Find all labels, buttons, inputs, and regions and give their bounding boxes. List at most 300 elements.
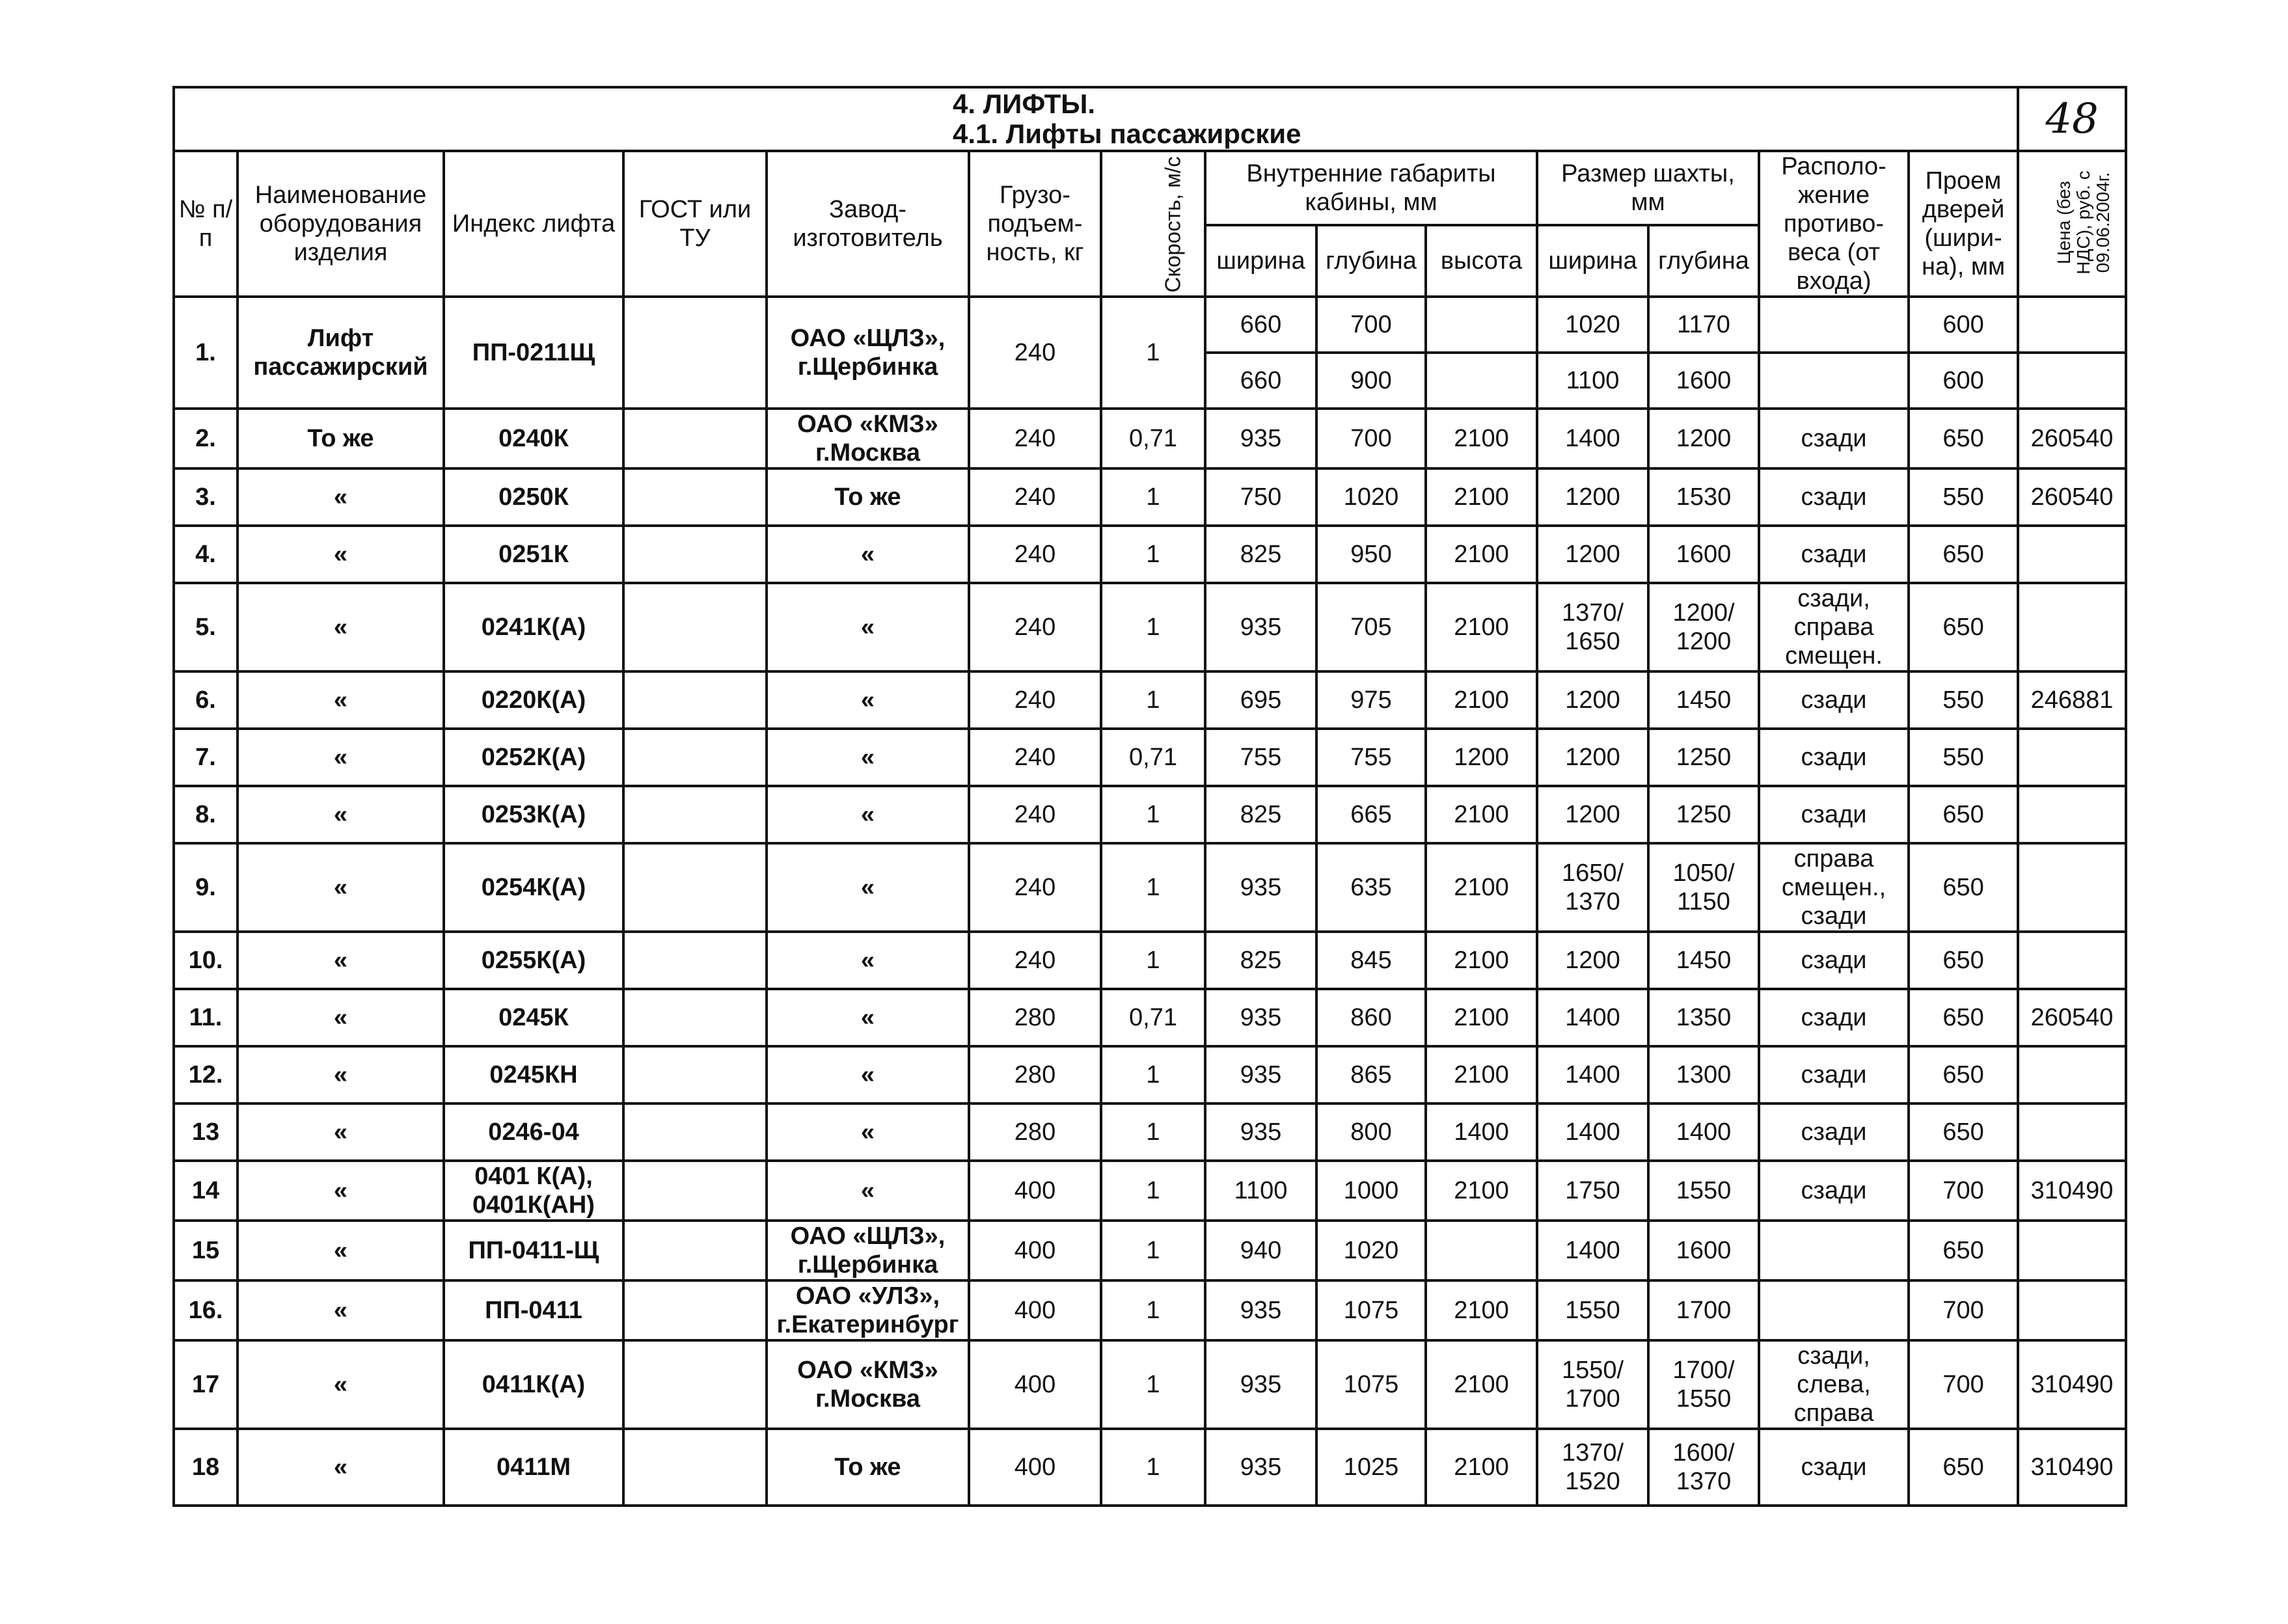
cell-capacity: 400 (969, 1340, 1101, 1429)
header-num: № п/п (174, 151, 238, 297)
cell-cabin-height: 2100 (1426, 1280, 1537, 1340)
cell-cabin-depth: 1025 (1316, 1429, 1426, 1506)
cell-price: 246881 (2018, 671, 2126, 729)
cell-counterweight: сзади (1759, 1161, 1909, 1221)
cell-cabin-width: 935 (1205, 1429, 1316, 1506)
cell-capacity: 240 (969, 932, 1101, 989)
cell-shaft-width: 1400 (1537, 409, 1648, 468)
cell-shaft-depth: 1200 (1648, 409, 1759, 468)
cell-index: 0411К(А) (444, 1340, 623, 1429)
table-row (174, 1103, 2126, 1161)
cell-shaft-depth: 1600 (1648, 526, 1759, 583)
cell-price: 310490 (2018, 1340, 2126, 1429)
cell-cabin-width: 935 (1205, 409, 1316, 468)
cell-capacity: 280 (969, 1046, 1101, 1103)
cell-cabin-depth: 1075 (1316, 1340, 1426, 1429)
cell-index: 0246-04 (444, 1103, 623, 1161)
cell-counterweight: сзади (1759, 526, 1909, 583)
cell-door: 650 (1909, 1103, 2018, 1161)
cell-cabin-width: 755 (1205, 729, 1316, 786)
cell-door: 650 (1909, 409, 2018, 468)
cell-price (2018, 729, 2126, 786)
cell-shaft-width: 1200 (1537, 932, 1648, 989)
cell-door: 650 (1909, 1221, 2018, 1280)
cell-maker: « (767, 583, 969, 671)
cell-door: 700 (1909, 1340, 2018, 1429)
cell-door: 650 (1909, 843, 2018, 932)
cell-num: 6. (174, 671, 238, 729)
cell-maker: ОАО «КМЗ» г.Москва (767, 409, 969, 468)
cell-door: 550 (1909, 468, 2018, 526)
cell-capacity: 400 (969, 1161, 1101, 1221)
cell-price (2018, 1280, 2126, 1340)
cell-speed: 1 (1101, 1161, 1205, 1221)
cell-counterweight (1759, 353, 1909, 409)
cell-counterweight: справа смещен., сзади (1759, 843, 1909, 932)
cell-name: « (238, 583, 444, 671)
header-cabin-depth: глубина (1316, 225, 1426, 297)
cell-shaft-width: 1200 (1537, 786, 1648, 843)
cell-maker: « (767, 1046, 969, 1103)
cell-cabin-height: 2100 (1426, 1429, 1537, 1506)
cell-index: 0253К(А) (444, 786, 623, 843)
cell-counterweight: сзади (1759, 786, 1909, 843)
cell-cabin-depth: 865 (1316, 1046, 1426, 1103)
cell-counterweight (1759, 1280, 1909, 1340)
cell-cabin-width: 825 (1205, 786, 1316, 843)
header-speed-label: Скорость, м/с (1160, 156, 1185, 293)
cell-gost (623, 526, 767, 583)
table-row (174, 468, 2126, 526)
lifts-table (172, 86, 2127, 1507)
cell-num: 14 (174, 1161, 238, 1221)
cell-num: 12. (174, 1046, 238, 1103)
cell-capacity: 240 (969, 468, 1101, 526)
cell-cabin-height: 2100 (1426, 1340, 1537, 1429)
cell-cabin-width: 935 (1205, 583, 1316, 671)
cell-maker: « (767, 786, 969, 843)
cell-name: « (238, 468, 444, 526)
cell-gost (623, 932, 767, 989)
cell-speed: 1 (1101, 932, 1205, 989)
cell-counterweight: сзади (1759, 932, 1909, 989)
table-row (174, 526, 2126, 583)
cell-gost (623, 1103, 767, 1161)
cell-door: 600 (1909, 353, 2018, 409)
cell-price (2018, 1221, 2126, 1280)
cell-counterweight: сзади, справа смещен. (1759, 583, 1909, 671)
cell-name: « (238, 786, 444, 843)
cell-maker: « (767, 932, 969, 989)
cell-name: « (238, 671, 444, 729)
cell-cabin-width: 1100 (1205, 1161, 1316, 1221)
cell-speed: 0,71 (1101, 409, 1205, 468)
header-cabin: Внутренние габариты кабины, мм (1205, 151, 1537, 225)
cell-price (2018, 1103, 2126, 1161)
cell-shaft-width: 1400 (1537, 989, 1648, 1046)
cell-capacity: 400 (969, 1221, 1101, 1280)
header-capacity: Грузо-подъем-ность, кг (969, 151, 1101, 297)
cell-index: 0245К (444, 989, 623, 1046)
table-row (174, 583, 2126, 671)
cell-cabin-width: 935 (1205, 989, 1316, 1046)
cell-door: 550 (1909, 729, 2018, 786)
header-cabin-height: высота (1426, 225, 1537, 297)
cell-price (2018, 932, 2126, 989)
header-shaft-depth: глубина (1648, 225, 1759, 297)
cell-shaft-width: 1370/ 1650 (1537, 583, 1648, 671)
cell-door: 650 (1909, 526, 2018, 583)
table-row (174, 671, 2126, 729)
cell-maker: « (767, 989, 969, 1046)
cell-num: 9. (174, 843, 238, 932)
cell-cabin-height: 2100 (1426, 989, 1537, 1046)
cell-shaft-width: 1020 (1537, 297, 1648, 353)
cell-num: 2. (174, 409, 238, 468)
cell-gost (623, 297, 767, 409)
cell-num: 8. (174, 786, 238, 843)
cell-maker: То же (767, 468, 969, 526)
cell-door: 700 (1909, 1161, 2018, 1221)
cell-capacity: 240 (969, 786, 1101, 843)
cell-name: « (238, 989, 444, 1046)
cell-num: 11. (174, 989, 238, 1046)
cell-cabin-height: 2100 (1426, 1046, 1537, 1103)
cell-cabin-width: 935 (1205, 1280, 1316, 1340)
cell-name: « (238, 1103, 444, 1161)
cell-shaft-depth: 1350 (1648, 989, 1759, 1046)
table-row (174, 1280, 2126, 1340)
cell-gost (623, 583, 767, 671)
cell-cabin-height: 2100 (1426, 1161, 1537, 1221)
cell-name: « (238, 1221, 444, 1280)
cell-name: « (238, 1429, 444, 1506)
cell-capacity: 240 (969, 526, 1101, 583)
cell-num: 5. (174, 583, 238, 671)
cell-shaft-width: 1550 (1537, 1280, 1648, 1340)
cell-cabin-width: 935 (1205, 1103, 1316, 1161)
cell-speed: 1 (1101, 1340, 1205, 1429)
header-price-label: Цена (без НДС), руб. с 09.06.2004г. (2054, 170, 2114, 275)
cell-gost (623, 1161, 767, 1221)
page-number: 48 (2018, 87, 2126, 151)
table-row (174, 297, 2126, 353)
cell-cabin-height: 2100 (1426, 932, 1537, 989)
cell-shaft-depth: 1600 (1648, 1221, 1759, 1280)
cell-maker: « (767, 526, 969, 583)
cell-price (2018, 1046, 2126, 1103)
cell-door: 650 (1909, 583, 2018, 671)
cell-gost (623, 1429, 767, 1506)
cell-gost (623, 1340, 767, 1429)
cell-cabin-depth: 1000 (1316, 1161, 1426, 1221)
cell-gost (623, 786, 767, 843)
cell-shaft-depth: 1170 (1648, 297, 1759, 353)
cell-cabin-height (1426, 353, 1537, 409)
cell-num: 16. (174, 1280, 238, 1340)
cell-speed: 1 (1101, 297, 1205, 409)
title-line-1: 4. ЛИФТЫ. (953, 88, 1096, 119)
cell-shaft-width: 1750 (1537, 1161, 1648, 1221)
cell-cabin-width: 940 (1205, 1221, 1316, 1280)
cell-name: « (238, 843, 444, 932)
cell-index: ПП-0411-Щ (444, 1221, 623, 1280)
cell-index: 0240К (444, 409, 623, 468)
cell-cabin-depth: 700 (1316, 409, 1426, 468)
cell-cabin-depth: 700 (1316, 297, 1426, 353)
cell-door: 650 (1909, 786, 2018, 843)
cell-price (2018, 526, 2126, 583)
cell-cabin-depth: 975 (1316, 671, 1426, 729)
cell-door: 650 (1909, 1046, 2018, 1103)
cell-price (2018, 297, 2126, 353)
cell-name: « (238, 1161, 444, 1221)
cell-shaft-depth: 1550 (1648, 1161, 1759, 1221)
cell-shaft-depth: 1400 (1648, 1103, 1759, 1161)
cell-cabin-width: 660 (1205, 297, 1316, 353)
header-name: Наименование оборудования изделия (238, 151, 444, 297)
table-row (174, 932, 2126, 989)
cell-shaft-width: 1550/ 1700 (1537, 1340, 1648, 1429)
cell-door: 700 (1909, 1280, 2018, 1340)
cell-counterweight: сзади (1759, 468, 1909, 526)
cell-cabin-height: 2100 (1426, 526, 1537, 583)
cell-price: 260540 (2018, 989, 2126, 1046)
table-row (174, 729, 2126, 786)
cell-shaft-width: 1200 (1537, 468, 1648, 526)
cell-gost (623, 1046, 767, 1103)
cell-name: Лифт пассажирский (238, 297, 444, 409)
cell-capacity: 240 (969, 843, 1101, 932)
table-row (174, 1340, 2126, 1429)
cell-price: 260540 (2018, 468, 2126, 526)
cell-speed: 1 (1101, 1280, 1205, 1340)
cell-index: 0241К(А) (444, 583, 623, 671)
cell-maker: То же (767, 1429, 969, 1506)
cell-name: « (238, 1280, 444, 1340)
cell-shaft-width: 1650/ 1370 (1537, 843, 1648, 932)
cell-cabin-depth: 800 (1316, 1103, 1426, 1161)
cell-shaft-depth: 1450 (1648, 671, 1759, 729)
cell-cabin-width: 825 (1205, 526, 1316, 583)
table-row (174, 1161, 2126, 1221)
cell-door: 650 (1909, 989, 2018, 1046)
cell-name: « (238, 932, 444, 989)
cell-price (2018, 583, 2126, 671)
cell-cabin-depth: 950 (1316, 526, 1426, 583)
header-counterweight: Располо-жение противо-веса (от входа) (1759, 151, 1909, 297)
header-shaft: Размер шахты, мм (1537, 151, 1759, 225)
table-row (174, 1046, 2126, 1103)
cell-shaft-width: 1200 (1537, 526, 1648, 583)
cell-maker: ОАО «КМЗ» г.Москва (767, 1340, 969, 1429)
cell-capacity: 240 (969, 297, 1101, 409)
cell-speed: 1 (1101, 1429, 1205, 1506)
header-speed (1101, 151, 1205, 297)
cell-index: 0220К(А) (444, 671, 623, 729)
cell-shaft-width: 1200 (1537, 729, 1648, 786)
cell-num: 7. (174, 729, 238, 786)
cell-capacity: 280 (969, 1103, 1101, 1161)
cell-num: 13 (174, 1103, 238, 1161)
cell-gost (623, 671, 767, 729)
cell-counterweight: сзади (1759, 989, 1909, 1046)
cell-door: 650 (1909, 1429, 2018, 1506)
cell-cabin-depth: 755 (1316, 729, 1426, 786)
cell-capacity: 240 (969, 583, 1101, 671)
cell-counterweight: сзади (1759, 1103, 1909, 1161)
cell-speed: 1 (1101, 1103, 1205, 1161)
page-title (174, 87, 2018, 151)
cell-counterweight: сзади (1759, 1046, 1909, 1103)
header-cabin-width: ширина (1205, 225, 1316, 297)
cell-price: 310490 (2018, 1429, 2126, 1506)
table-row (174, 1429, 2126, 1506)
cell-capacity: 280 (969, 989, 1101, 1046)
cell-counterweight: сзади (1759, 729, 1909, 786)
header-shaft-width: ширина (1537, 225, 1648, 297)
cell-name: « (238, 729, 444, 786)
cell-cabin-depth: 900 (1316, 353, 1426, 409)
cell-cabin-width: 750 (1205, 468, 1316, 526)
cell-door: 600 (1909, 297, 2018, 353)
cell-speed: 0,71 (1101, 729, 1205, 786)
cell-shaft-depth: 1050/ 1150 (1648, 843, 1759, 932)
cell-cabin-height: 2100 (1426, 468, 1537, 526)
cell-shaft-depth: 1600 (1648, 353, 1759, 409)
cell-door: 650 (1909, 932, 2018, 989)
cell-shaft-depth: 1450 (1648, 932, 1759, 989)
header-index: Индекс лифта (444, 151, 623, 297)
cell-price: 310490 (2018, 1161, 2126, 1221)
document-sheet (172, 86, 2125, 1507)
cell-cabin-height: 2100 (1426, 786, 1537, 843)
cell-door: 550 (1909, 671, 2018, 729)
cell-shaft-depth: 1200/ 1200 (1648, 583, 1759, 671)
cell-maker: « (767, 671, 969, 729)
table-row (174, 786, 2126, 843)
cell-name: « (238, 1046, 444, 1103)
cell-cabin-height: 1200 (1426, 729, 1537, 786)
cell-shaft-depth: 1250 (1648, 786, 1759, 843)
cell-price (2018, 353, 2126, 409)
cell-num: 3. (174, 468, 238, 526)
cell-index: 0411М (444, 1429, 623, 1506)
title-line-2: 4.1. Лифты пассажирские (953, 118, 1301, 149)
cell-counterweight (1759, 297, 1909, 353)
cell-maker: ОАО «ЩЛЗ», г.Щербинка (767, 1221, 969, 1280)
header-gost: ГОСТ или ТУ (623, 151, 767, 297)
cell-cabin-depth: 845 (1316, 932, 1426, 989)
cell-capacity: 400 (969, 1429, 1101, 1506)
header-price (2018, 151, 2126, 297)
cell-cabin-height: 2100 (1426, 409, 1537, 468)
cell-shaft-depth: 1250 (1648, 729, 1759, 786)
cell-speed: 1 (1101, 843, 1205, 932)
cell-cabin-depth: 1075 (1316, 1280, 1426, 1340)
cell-cabin-height (1426, 1221, 1537, 1280)
cell-counterweight: сзади (1759, 409, 1909, 468)
cell-shaft-depth: 1700 (1648, 1280, 1759, 1340)
cell-gost (623, 989, 767, 1046)
cell-cabin-height (1426, 297, 1537, 353)
cell-maker: ОАО «ЩЛЗ», г.Щербинка (767, 297, 969, 409)
cell-speed: 1 (1101, 583, 1205, 671)
cell-speed: 1 (1101, 468, 1205, 526)
cell-index: 0254К(А) (444, 843, 623, 932)
cell-counterweight: сзади (1759, 671, 1909, 729)
cell-counterweight: сзади (1759, 1429, 1909, 1506)
cell-gost (623, 1221, 767, 1280)
cell-num: 10. (174, 932, 238, 989)
cell-cabin-depth: 860 (1316, 989, 1426, 1046)
cell-name: « (238, 1340, 444, 1429)
cell-speed: 1 (1101, 1221, 1205, 1280)
cell-shaft-width: 1200 (1537, 671, 1648, 729)
cell-gost (623, 468, 767, 526)
cell-maker: ОАО «УЛЗ», г.Екатеринбург (767, 1280, 969, 1340)
cell-cabin-height: 2100 (1426, 583, 1537, 671)
cell-shaft-width: 1400 (1537, 1046, 1648, 1103)
cell-cabin-width: 825 (1205, 932, 1316, 989)
cell-cabin-depth: 635 (1316, 843, 1426, 932)
header-maker: Завод-изготовитель (767, 151, 969, 297)
cell-maker: « (767, 843, 969, 932)
cell-shaft-depth: 1530 (1648, 468, 1759, 526)
cell-cabin-depth: 705 (1316, 583, 1426, 671)
cell-gost (623, 729, 767, 786)
cell-gost (623, 1280, 767, 1340)
cell-num: 17 (174, 1340, 238, 1429)
cell-num: 4. (174, 526, 238, 583)
cell-cabin-depth: 1020 (1316, 468, 1426, 526)
cell-index: 0252К(А) (444, 729, 623, 786)
cell-speed: 1 (1101, 526, 1205, 583)
cell-speed: 1 (1101, 786, 1205, 843)
cell-num: 18 (174, 1429, 238, 1506)
table-row (174, 409, 2126, 468)
cell-shaft-width: 1370/ 1520 (1537, 1429, 1648, 1506)
cell-gost (623, 409, 767, 468)
table-row (174, 843, 2126, 932)
cell-cabin-width: 935 (1205, 1340, 1316, 1429)
cell-index: ПП-0411 (444, 1280, 623, 1340)
cell-name: « (238, 526, 444, 583)
cell-num: 1. (174, 297, 238, 409)
table-body (174, 409, 2126, 1506)
cell-cabin-width: 660 (1205, 353, 1316, 409)
cell-shaft-width: 1100 (1537, 353, 1648, 409)
cell-speed: 0,71 (1101, 989, 1205, 1046)
cell-index: 0251К (444, 526, 623, 583)
cell-cabin-height: 2100 (1426, 843, 1537, 932)
cell-maker: « (767, 1103, 969, 1161)
cell-capacity: 240 (969, 671, 1101, 729)
cell-counterweight: сзади, слева, справа (1759, 1340, 1909, 1429)
cell-index: 0250К (444, 468, 623, 526)
cell-shaft-depth: 1700/ 1550 (1648, 1340, 1759, 1429)
cell-shaft-depth: 1600/ 1370 (1648, 1429, 1759, 1506)
cell-shaft-depth: 1300 (1648, 1046, 1759, 1103)
cell-counterweight (1759, 1221, 1909, 1280)
cell-shaft-width: 1400 (1537, 1103, 1648, 1161)
cell-cabin-depth: 1020 (1316, 1221, 1426, 1280)
table-row (174, 1221, 2126, 1280)
cell-gost (623, 843, 767, 932)
table-row (174, 989, 2126, 1046)
cell-shaft-width: 1400 (1537, 1221, 1648, 1280)
cell-maker: « (767, 1161, 969, 1221)
